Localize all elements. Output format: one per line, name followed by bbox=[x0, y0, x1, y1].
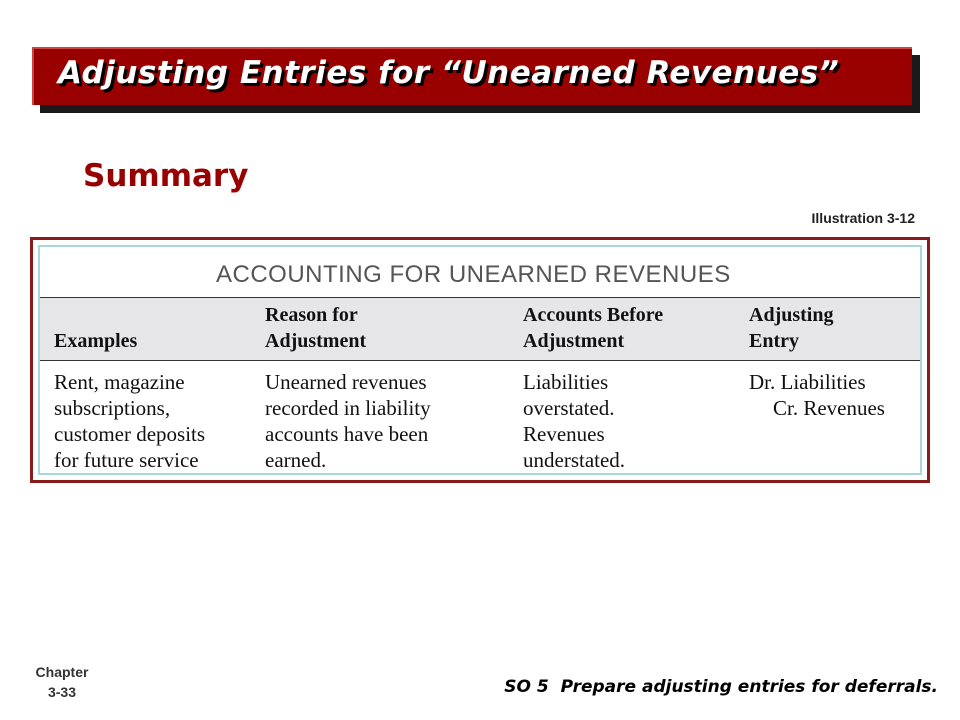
study-objective bbox=[504, 677, 938, 697]
column-header-accounts-before bbox=[523, 302, 663, 354]
table-header-row bbox=[40, 297, 920, 361]
column-header-line: Adjusting bbox=[749, 304, 834, 326]
table-heading: ACCOUNTING FOR UNEARNED REVENUES bbox=[216, 261, 731, 288]
chapter-label bbox=[27, 662, 97, 702]
cell-line: customer deposits bbox=[54, 422, 206, 446]
study-objective-text: Prepare adjusting entries for deferrals. bbox=[560, 677, 938, 697]
cell-line: overstated. bbox=[523, 396, 615, 420]
cell-adjusting-entry bbox=[749, 369, 885, 421]
column-header-line: Adjustment bbox=[265, 330, 367, 352]
study-objective-label: SO 5 bbox=[504, 677, 549, 697]
cell-line: recorded in liability bbox=[265, 396, 431, 420]
illustration-label: Illustration 3-12 bbox=[811, 210, 915, 226]
cell-reason bbox=[265, 369, 431, 473]
column-header-line: Adjustment bbox=[523, 330, 625, 352]
cell-accounts-before bbox=[523, 369, 625, 473]
cell-line: for future service bbox=[54, 448, 199, 472]
cell-line: understated. bbox=[523, 448, 626, 472]
chapter-number: 3-33 bbox=[47, 684, 77, 700]
chapter-text: Chapter bbox=[35, 664, 89, 680]
cell-examples bbox=[54, 369, 205, 473]
subtitle: Summary bbox=[83, 158, 249, 194]
slide-title: Adjusting Entries for “Unearned Revenues” bbox=[58, 55, 840, 91]
column-header-adjusting-entry bbox=[749, 302, 833, 354]
column-header-examples bbox=[54, 302, 137, 354]
cell-line: Liabilities bbox=[523, 370, 609, 394]
cell-line: Unearned revenues bbox=[265, 370, 427, 394]
illustration-inner bbox=[38, 245, 922, 475]
column-header-line: Reason for bbox=[265, 304, 358, 326]
cell-line: subscriptions, bbox=[54, 396, 171, 420]
illustration-box bbox=[30, 237, 930, 483]
column-header-line: Entry bbox=[749, 330, 799, 352]
column-header-line: Accounts Before bbox=[523, 304, 664, 326]
column-header-line: Examples bbox=[54, 330, 138, 352]
cell-line: Rent, magazine bbox=[54, 370, 185, 394]
cell-line: Revenues bbox=[523, 422, 605, 446]
column-header-line bbox=[54, 302, 137, 328]
cell-line: earned. bbox=[265, 448, 327, 472]
column-header-reason bbox=[265, 302, 366, 354]
cell-line: accounts have been bbox=[265, 422, 429, 446]
cell-line: Cr. Revenues bbox=[773, 396, 885, 420]
cell-line: Dr. Liabilities bbox=[749, 370, 866, 394]
